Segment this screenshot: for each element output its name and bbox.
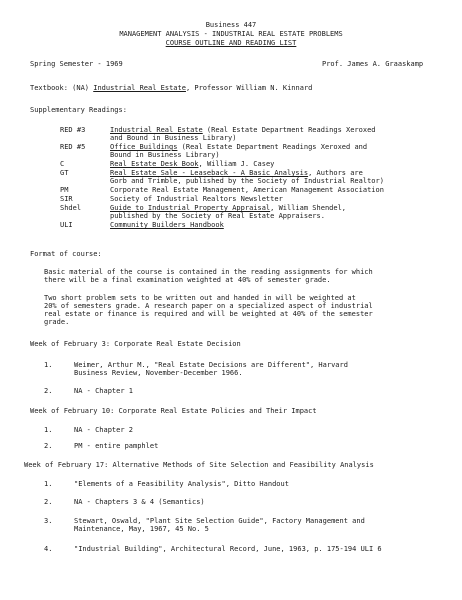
week-item-line: Weimer, Arthur M., "Real Estate Decisions are Different", Harvard: [74, 361, 348, 369]
reading-detail: Society of Industrial Realtors Newsletter: [110, 195, 283, 203]
reading-code: RED #3: [60, 126, 86, 134]
textbook-author: , Professor William N. Kinnard: [185, 84, 313, 92]
reading-title: Real Estate Desk Book: [110, 160, 199, 168]
item-number: 4.: [44, 545, 53, 553]
format-label: Format of course:: [30, 250, 102, 258]
reading-code: GT: [60, 169, 69, 177]
reading-detail: , William J. Casey: [198, 160, 275, 168]
course-number: Business 447: [205, 21, 257, 29]
textbook-label: Textbook:: [30, 84, 68, 92]
item-number: 1.: [44, 426, 53, 434]
item-number: 1.: [44, 480, 53, 488]
outline-title: COURSE OUTLINE AND READING LIST: [165, 39, 297, 47]
reading-title: Real Estate Sale - Leaseback - A Basic Analysis: [110, 169, 309, 177]
reading-code: Shdel: [60, 204, 82, 212]
reading-code: PM: [60, 186, 69, 194]
item-number: 3.: [44, 517, 53, 525]
reading-title: Industrial Real Estate: [110, 126, 203, 134]
week-item-line: Business Review, November-December 1966.: [74, 369, 243, 377]
reading-detail: , Authors are: [308, 169, 363, 177]
reading-detail-line2: published by the Society of Real Estate Appraisers.: [110, 212, 325, 220]
format-paragraph-line: grade.: [44, 318, 70, 326]
item-number: 2.: [44, 387, 53, 395]
reading-code: C: [60, 160, 65, 168]
reading-code: SIR: [60, 195, 73, 203]
reading-detail: (Real Estate Department Readings Xeroxed: [202, 126, 376, 134]
week-item-line: "Elements of a Feasibility Analysis", Ditto Handout: [74, 480, 289, 488]
textbook-line: [30, 84, 312, 92]
reading-detail: (Real Estate Department Readings Xeroxed and: [177, 143, 368, 151]
reading-detail-line2: Bound in Business Library): [110, 151, 220, 159]
format-paragraph-line: Basic material of the course is contained in the reading assignments for which: [44, 268, 373, 276]
course-title: MANAGEMENT ANALYSIS - INDUSTRIAL REAL ESTATE PROBLEMS: [119, 30, 343, 38]
week-item-line: NA - Chapter 1: [74, 387, 134, 395]
professor: Prof. James A. Graaskamp: [322, 60, 424, 68]
format-paragraph-line: Two short problem sets to be written out and handed in will be weighted at: [44, 294, 356, 302]
reading-title: Guide to Industrial Property Appraisal: [110, 204, 271, 212]
week-heading: Week of February 10: Corporate Real Estate Policies and Their Impact: [30, 407, 317, 415]
reading-detail-line2: Gorb and Trimble, published by the Society of Industrial Realtor): [110, 177, 384, 185]
reading-title: Office Buildings: [110, 143, 178, 151]
reading-code: RED #5: [60, 143, 86, 151]
item-number: 2.: [44, 442, 53, 450]
textbook-code: (NA): [72, 84, 90, 92]
week-item-line: "Industrial Building", Architectural Record, June, 1963, p. 175-194 ULI 6: [74, 545, 382, 553]
reading-code: ULI: [60, 221, 73, 229]
week-item-line: NA - Chapters 3 & 4 (Semantics): [74, 498, 205, 506]
item-number: 1.: [44, 361, 53, 369]
week-item-line: Stewart, Oswald, "Plant Site Selection Guide", Factory Management and: [74, 517, 365, 525]
week-heading: Week of February 3: Corporate Real Estate Decision: [30, 340, 241, 348]
textbook-title: Industrial Real Estate: [93, 84, 186, 92]
reading-detail: Corporate Real Estate Management, American Management Association: [110, 186, 384, 194]
week-item-line: PM - entire pamphlet: [74, 442, 159, 450]
supplementary-label: Supplementary Readings:: [30, 106, 127, 114]
format-paragraph-line: 20% of semesters grade. A research paper on a specialized aspect of industrial: [44, 302, 373, 310]
week-item-line: Maintenance, May, 1967, 45 No. 5: [74, 525, 209, 533]
reading-title: Community Builders Handbook: [110, 221, 224, 229]
reading-detail: , William Shendel,: [270, 204, 347, 212]
reading-detail-line2: and Bound in Business Library): [110, 134, 237, 142]
week-item-line: NA - Chapter 2: [74, 426, 134, 434]
item-number: 2.: [44, 498, 53, 506]
semester: Spring Semester - 1969: [30, 60, 123, 68]
week-heading: Week of February 17: Alternative Methods of Site Selection and Feasibility Analysis: [24, 461, 374, 469]
format-paragraph-line: real estate or finance is required and will be weighted at 40% of the semester: [44, 310, 373, 318]
format-paragraph-line: there will be a final examination weighted at 40% of semester grade.: [44, 276, 331, 284]
